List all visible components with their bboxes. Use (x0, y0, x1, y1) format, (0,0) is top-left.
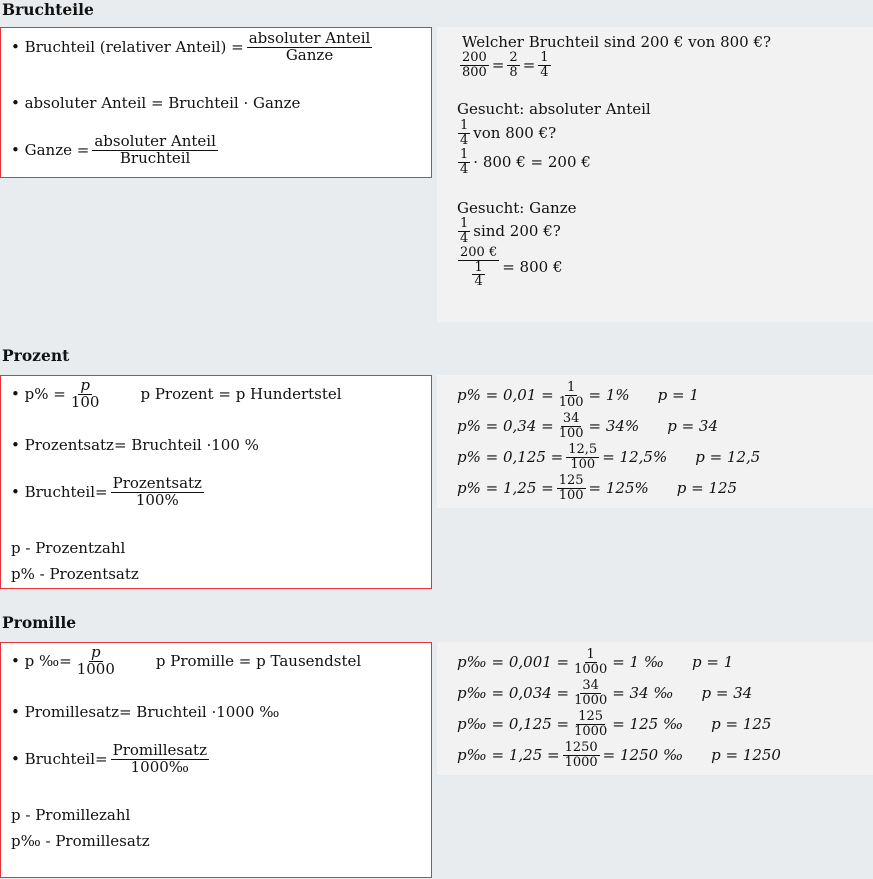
fraction (557, 474, 586, 502)
formula-text: • Bruchteil= (11, 483, 108, 502)
promille-example-box (437, 642, 873, 775)
example-question (462, 33, 771, 51)
numerator: 1 (460, 147, 469, 162)
denominator: 1000 (574, 692, 608, 708)
example-lhs: p% = 0,125 = (457, 448, 564, 467)
example-lhs: p% = 0,01 = (457, 386, 554, 405)
example-text: von 800 €? (473, 124, 557, 143)
example-p-value: p = 34 (667, 417, 719, 436)
formula-promillesatz (11, 703, 279, 721)
fraction (69, 378, 102, 411)
prozent-formula-box (0, 375, 432, 589)
fraction (538, 51, 550, 79)
formula-text: • Bruchteil (relativer Anteil) = (11, 38, 244, 57)
denominator: 4 (460, 230, 469, 246)
denominator: 1000 (574, 723, 608, 739)
denominator: 4 (460, 132, 469, 148)
formula-text: • Promillesatz= Bruchteil ·1000 ‰ (11, 703, 280, 721)
formula-text: p Prozent = p Hundertstel (140, 385, 342, 404)
compound-fraction (458, 246, 499, 289)
section-title-prozent: Prozent (2, 346, 70, 365)
example-row (457, 741, 781, 769)
fraction (92, 134, 218, 167)
numerator: 125 (578, 709, 604, 724)
fraction (75, 645, 117, 678)
example-row (457, 381, 699, 409)
example-subheading (457, 199, 577, 217)
fraction (458, 217, 470, 245)
formula-prozentsatz (11, 436, 259, 454)
promille-formula-box (0, 642, 432, 878)
bruchteile-formula-box (0, 27, 432, 178)
denominator: 4 (474, 274, 483, 290)
example-text: Gesucht: Ganze (457, 199, 577, 217)
denominator: 800 (462, 64, 487, 80)
numerator: 1250 (564, 740, 598, 755)
numerator: 12,5 (568, 442, 598, 457)
numerator: 1 (460, 216, 469, 231)
example-result: = 125 ‰ (612, 715, 684, 734)
fraction (572, 679, 609, 707)
numerator: absoluter Anteil (94, 132, 216, 150)
example-p-value: p = 125 (711, 715, 772, 734)
formula-bruchteil (11, 31, 375, 64)
numerator: 1 (540, 50, 549, 65)
legend-prozentzahl (11, 539, 125, 557)
fraction (458, 119, 470, 147)
example-p-value: p = 1250 (711, 746, 781, 765)
denominator: 100% (135, 490, 179, 509)
fraction (472, 261, 484, 289)
example-line (455, 148, 591, 176)
example-result: = 1250 ‰ (602, 746, 684, 765)
formula-text: • p% = (11, 385, 66, 404)
numerator: Promillesatz (112, 741, 207, 759)
legend-promillesatz (11, 832, 150, 850)
fraction (460, 51, 489, 79)
example-text: · 800 € = 200 € (473, 153, 591, 172)
denominator: 1000 (574, 661, 608, 677)
fraction (572, 710, 609, 738)
example-p-value: p = 12,5 (695, 448, 761, 467)
example-result: = 12,5% (602, 448, 668, 467)
example-text: Welcher Bruchteil sind 200 € von 800 €? (462, 33, 772, 51)
formula-absoluter-anteil (11, 94, 300, 112)
example-p-value: p = 1 (692, 653, 734, 672)
numerator: 1 (474, 259, 483, 275)
formula-text: • Prozentsatz= Bruchteil ·100 % (11, 436, 259, 454)
numerator: 200 (462, 50, 487, 65)
section-title-bruchteile: Bruchteile (2, 0, 94, 19)
fraction (111, 476, 204, 509)
example-result: = 1 ‰ (612, 653, 664, 672)
denominator: 100 (558, 394, 584, 410)
formula-text: • absoluter Anteil = Bruchteil · Ganze (11, 94, 301, 112)
example-line (455, 246, 563, 289)
legend-text: p% - Prozentsatz (11, 565, 139, 583)
formula-ganze (11, 134, 221, 167)
example-result: = 34 ‰ (612, 684, 674, 703)
example-result: = 125% (588, 479, 649, 498)
denominator (467, 261, 489, 289)
legend-text: p‰ - Promillesatz (11, 832, 150, 850)
legend-text: p - Prozentzahl (11, 539, 126, 557)
example-subheading (457, 100, 651, 118)
fraction (557, 381, 586, 409)
example-row (457, 679, 752, 707)
prozent-example-box (437, 375, 873, 508)
denominator: 100 (570, 456, 596, 472)
legend-promillezahl (11, 806, 130, 824)
fraction (247, 31, 373, 64)
fraction (566, 443, 599, 471)
equals-sign: = (522, 56, 536, 75)
formula-text: • Ganze = (11, 141, 90, 160)
denominator: 8 (509, 64, 518, 80)
denominator: 1000 (564, 754, 598, 770)
example-line (455, 119, 556, 147)
example-p-value: p = 125 (676, 479, 738, 498)
numerator: Prozentsatz (112, 474, 202, 492)
example-text: = 800 € (502, 258, 563, 277)
example-lhs: p‰ = 0,034 = (457, 684, 570, 703)
formula-prozent-definition (11, 378, 342, 411)
example-lhs: p‰ = 1,25 = (457, 746, 560, 765)
denominator: 1000‰ (130, 757, 189, 776)
formula-text: p Promille = p Tausendstel (155, 652, 362, 671)
example-line (455, 217, 561, 245)
example-result: = 1% (588, 386, 630, 405)
formula-text: • p ‰= (11, 652, 72, 671)
denominator: Ganze (285, 45, 334, 64)
example-lhs: p‰ = 0,125 = (457, 715, 570, 734)
fraction (507, 51, 519, 79)
numerator: absoluter Anteil (248, 29, 371, 47)
example-lhs: p% = 0,34 = (457, 417, 554, 436)
formula-promille-definition (11, 645, 361, 678)
example-p-value: p = 34 (701, 684, 753, 703)
equals-sign: = (491, 56, 505, 75)
example-lhs: p% = 1,25 = (457, 479, 554, 498)
numerator: p (80, 376, 90, 394)
example-lhs: p‰ = 0,001 = (457, 653, 570, 672)
denominator: 100 (558, 487, 584, 503)
denominator: 1000 (76, 659, 115, 678)
bruchteile-example-box (437, 27, 873, 322)
denominator: 4 (460, 161, 469, 177)
fraction (572, 648, 609, 676)
example-row (457, 443, 760, 471)
fraction (111, 743, 209, 776)
legend-prozentsatz (11, 565, 139, 583)
section-title-promille: Promille (2, 613, 77, 632)
fraction (458, 148, 470, 176)
numerator: 1 (460, 118, 469, 133)
numerator: 1 (566, 380, 576, 395)
formula-text: • Bruchteil= (11, 750, 108, 769)
numerator: 34 (582, 678, 599, 693)
numerator: p (90, 643, 101, 661)
example-result: = 34% (588, 417, 640, 436)
fraction (563, 741, 600, 769)
numerator: 1 (586, 647, 595, 662)
legend-text: p - Promillezahl (11, 806, 131, 824)
numerator: 34 (562, 411, 580, 426)
example-row (457, 648, 733, 676)
denominator: 4 (540, 64, 549, 80)
example-row (457, 412, 718, 440)
example-row (457, 474, 737, 502)
example-row (457, 710, 771, 738)
numerator: 125 (558, 473, 584, 488)
denominator: 100 (70, 392, 100, 411)
numerator: 2 (509, 50, 518, 65)
numerator: 200 € (460, 245, 498, 260)
formula-bruchteil (11, 476, 207, 509)
denominator: 100 (558, 425, 584, 441)
formula-bruchteil (11, 743, 212, 776)
denominator: Bruchteil (119, 148, 191, 167)
example-p-value: p = 1 (657, 386, 699, 405)
example-text: sind 200 €? (473, 222, 561, 241)
example-fraction-chain (457, 51, 554, 79)
fraction (557, 412, 586, 440)
example-text: Gesucht: absoluter Anteil (457, 100, 651, 118)
